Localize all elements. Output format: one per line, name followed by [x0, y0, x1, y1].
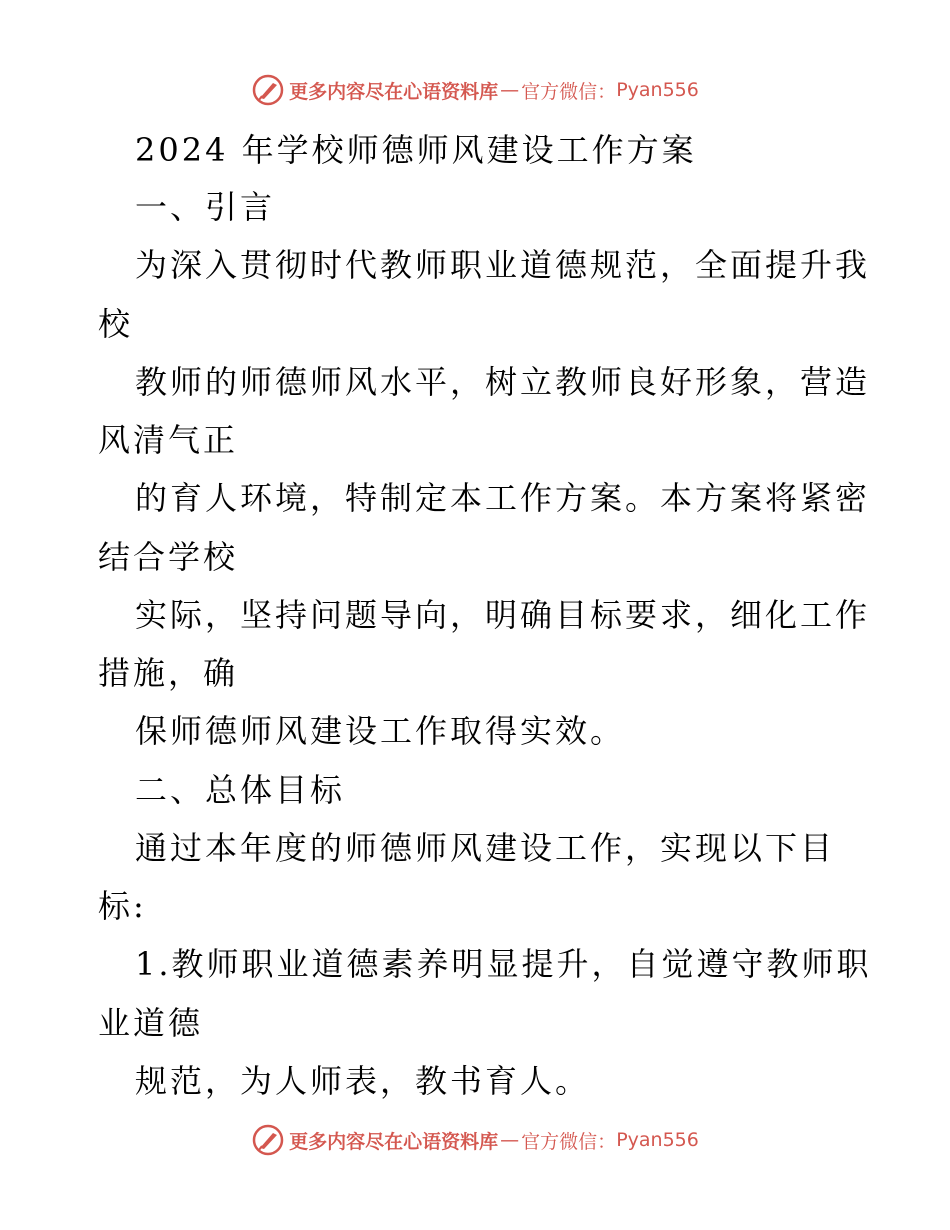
quill-pen-logo-icon: [251, 73, 285, 107]
watermark-header: [0, 70, 950, 110]
watermark-separator: —: [500, 1129, 520, 1151]
paragraph-line: 风清气正: [98, 421, 239, 459]
paragraph-line: 措施，确: [98, 654, 239, 692]
watermark-brand: 更多内容尽在心语资料库: [289, 80, 499, 103]
paragraph-line: 实际，坚持问题导向，明确目标要求，细化工作: [135, 596, 871, 634]
paragraph-line: 结合学校: [98, 538, 239, 576]
paragraph-line: 校: [98, 305, 134, 343]
paragraph-line: 保师德师风建设工作取得实效。: [135, 712, 626, 750]
watermark-wechat-id: Pyan556: [616, 79, 699, 101]
quill-pen-logo-icon: [251, 1123, 285, 1157]
paragraph-line: 教师的师德师风水平，树立教师良好形象，营造: [135, 363, 871, 401]
watermark-footer: [0, 1120, 950, 1160]
section-heading-overall-goals: 二、总体目标: [135, 771, 346, 809]
list-item-line: 1.教师职业道德素养明显提升，自觉遵守教师职: [135, 945, 872, 983]
watermark-wechat-id: Pyan556: [616, 1129, 699, 1151]
document-title: 2024 年学校师德师风建设工作方案: [135, 131, 697, 169]
watermark-separator: —: [500, 79, 520, 101]
paragraph-line: 标:: [98, 887, 147, 925]
list-item-line: 业道德: [98, 1004, 204, 1042]
list-item-line: 规范，为人师表，教书育人。: [135, 1062, 591, 1100]
watermark-brand: 更多内容尽在心语资料库: [289, 1130, 499, 1153]
watermark-wechat-label: 官方微信：: [521, 1130, 617, 1153]
watermark-wechat-label: 官方微信：: [521, 80, 617, 103]
paragraph-line: 为深入贯彻时代教师职业道德规范，全面提升我: [135, 246, 871, 284]
paragraph-line: 通过本年度的师德师风建设工作，实现以下目: [135, 829, 836, 867]
section-heading-introduction: 一、引言: [135, 188, 276, 226]
paragraph-line: 的育人环境，特制定本工作方案。本方案将紧密: [135, 479, 871, 517]
